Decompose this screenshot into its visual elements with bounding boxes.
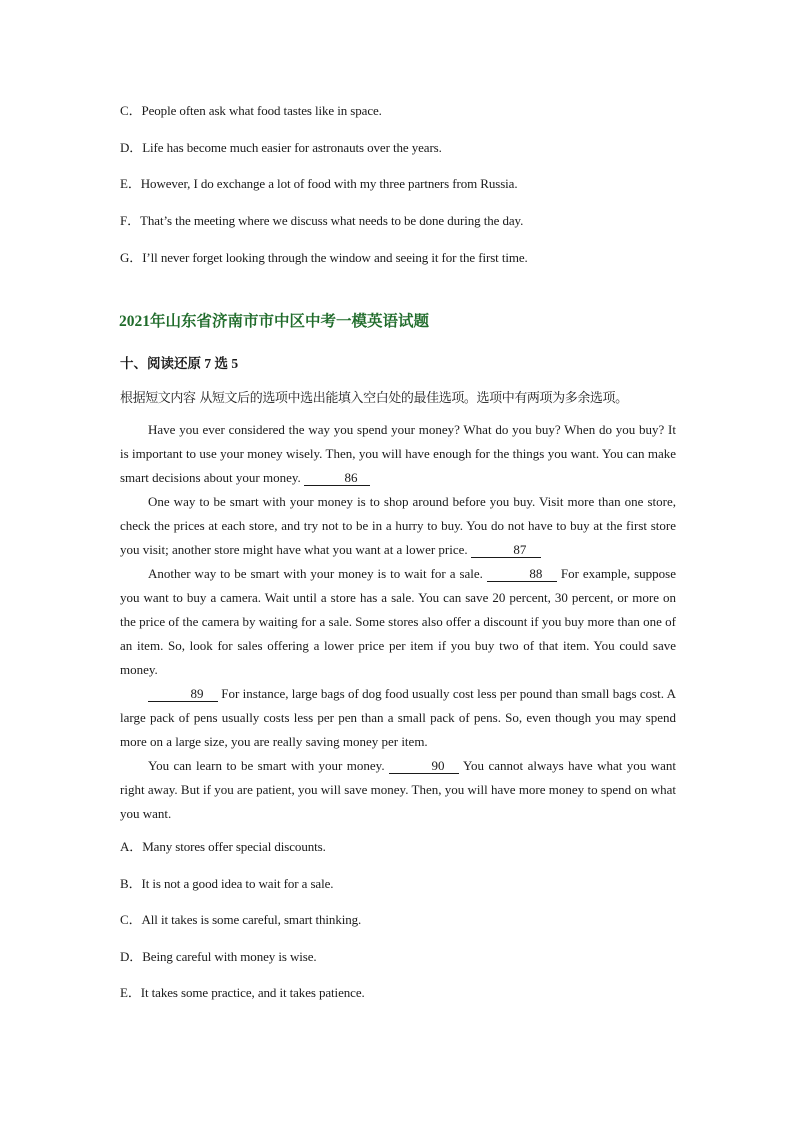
option-a: A．Many stores offer special discounts. <box>120 839 326 854</box>
exam-title: 2021年山东省济南市市中区中考一模英语试题 <box>119 313 430 330</box>
paragraph-3: Another way to be smart with your money is to wait for a sale. 88 For example, suppose you want to buy a camera. Wait until a store has a sale. You can save 20 percent, 30 percent, or more on the price of the camera by waiting for a sale. Some stores also offer a discount if you buy more than one of an item. So, look for sales offering a lower price per item if you buy two of that item. You could save money. <box>120 566 676 677</box>
passage <box>120 418 676 826</box>
prev-option-e: E．However, I do exchange a lot of food with my three partners from Russia. <box>120 176 518 191</box>
option-d: D．Being careful with money is wise. <box>120 949 317 964</box>
blank-87[interactable]: 87 <box>471 542 541 558</box>
instructions: 根据短文内容 从短文后的选项中选出能填入空白处的最佳选项。选项中有两项为多余选项。 <box>120 391 628 406</box>
blank-89[interactable]: 89 <box>148 686 218 702</box>
prev-option-g: G．I’ll never forget looking through the window and seeing it for the first time. <box>120 250 528 265</box>
blank-86[interactable]: 86 <box>304 470 370 486</box>
blank-90[interactable]: 90 <box>389 758 459 774</box>
prev-option-f: F．That’s the meeting where we discuss what needs to be done during the day. <box>120 213 524 228</box>
option-c: C．All it takes is some careful, smart thinking. <box>120 912 362 927</box>
paragraph-2: One way to be smart with your money is to shop around before you buy. Visit more than one store, check the prices at each store, and try not to be in a hurry to buy. You do not have to buy at the first store you visit; another store might have what you want at a lower price. 87 <box>120 494 676 557</box>
prev-option-d: D．Life has become much easier for astronauts over the years. <box>120 140 442 155</box>
paragraph-4: 89 For instance, large bags of dog food usually cost less per pound than small bags cost. A large pack of pens usually costs less per pen than a small pack of pens. So, even though you may spend more on a large size, you are really saving money per item. <box>120 686 676 749</box>
paragraph-5: You can learn to be smart with your money. 90 You cannot always have what you want right away. But if you are patient, you will save money. Then, you will have more money to spend on what you want. <box>120 758 676 821</box>
prev-option-c: C．People often ask what food tastes like in space. <box>120 103 382 118</box>
section-heading: 十、阅读还原 7 选 5 <box>120 356 239 371</box>
blank-88[interactable]: 88 <box>487 566 557 582</box>
option-b: B．It is not a good idea to wait for a sale. <box>120 876 334 891</box>
option-e: E．It takes some practice, and it takes patience. <box>120 985 365 1000</box>
paragraph-1: Have you ever considered the way you spend your money? What do you buy? When do you buy? It is important to use your money wisely. Then, you will have enough for the things you want. You can make smart decisions about your money. 86 <box>120 422 676 485</box>
